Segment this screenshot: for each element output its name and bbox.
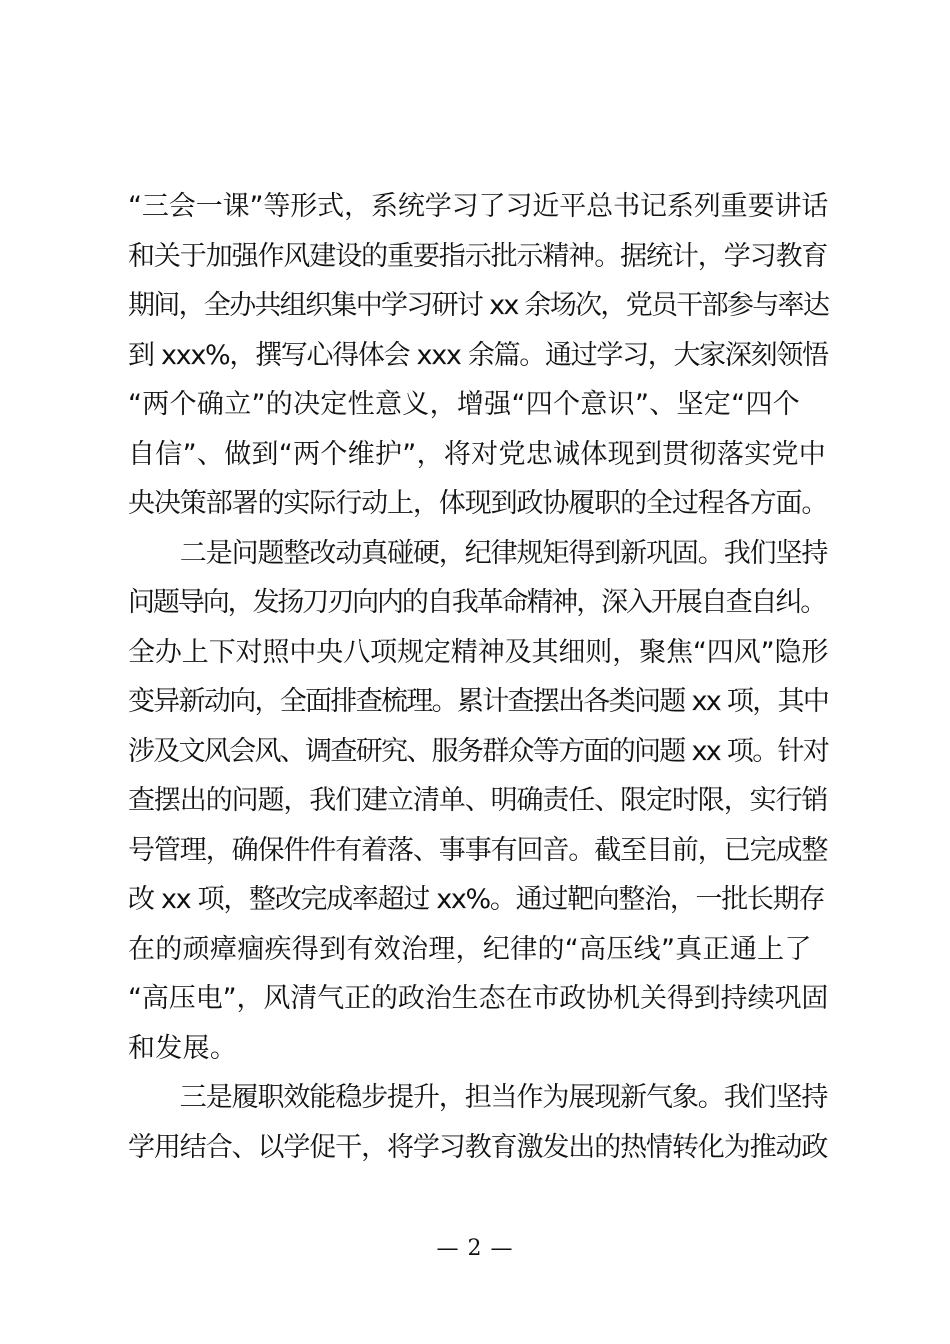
text-line: 到 xxx%，撰写心得体会 xxx 余篇。通过学习，大家深刻领悟 (128, 339, 828, 371)
text-line: 变异新动向，全面排查梳理。累计查摆出各类问题 xx 项，其中 (128, 686, 829, 717)
text-line: 改 xx 项，整改完成率超过 xx%。通过靶向整治，一批长期存 (128, 884, 825, 915)
paragraph-2 (128, 529, 828, 1074)
text-line: 和发展。 (128, 1032, 238, 1064)
text-line: 自信”、做到“两个维护”，将对党忠诚体现到贯彻落实党中 (128, 438, 827, 470)
text-line: 二是问题整改动真碰硬，纪律规矩得到新巩固。我们坚持 (128, 537, 828, 569)
text-line: “两个确立”的决定性意义，增强“四个意识”、坚定“四个 (128, 389, 801, 420)
text-line: 央决策部署的实际行动上，体现到政协履职的全过程各方面。 (128, 488, 828, 519)
text-line: “三会一课”等形式，系统学习了习近平总书记系列重要讲话 (128, 191, 829, 222)
paragraph-1 (128, 182, 828, 529)
text-line: “高压电”，风清气正的政治生态在市政协机关得到持续巩固 (128, 983, 829, 1014)
text-line: 问题导向，发扬刀刃向内的自我革命精神，深入开展自查自纠。 (128, 587, 826, 618)
text-line: 查摆出的问题，我们建立清单、明确责任、限定时限，实行销 (128, 785, 828, 816)
page-number: — 2 — (436, 1236, 514, 1261)
text-line: 学用结合、以学促干，将学习教育激发出的热情转化为推动政 (128, 1131, 828, 1163)
body-text (128, 182, 828, 1172)
text-line: 和关于加强作风建设的重要指示批示精神。据统计，学习教育 (128, 240, 828, 272)
text-line: 在的顽瘴痼疾得到有效治理，纪律的“高压线”真正通上了 (128, 933, 812, 965)
text-line: 三是履职效能稳步提升，担当作为展现新气象。我们坚持 (128, 1082, 828, 1113)
paragraph-3 (128, 1073, 828, 1172)
text-line: 号管理，确保件件有着落、事事有回音。截至目前，已完成整 (128, 834, 828, 866)
text-line: 全办上下对照中央八项规定精神及其细则，聚焦“四风”隐形 (128, 636, 829, 668)
text-line: 涉及文风会风、调查研究、服务群众等方面的问题 xx 项。针对 (128, 735, 829, 767)
text-line: 期间，全办共组织集中学习研讨 xx 余场次，党员干部参与率达 (128, 290, 829, 321)
